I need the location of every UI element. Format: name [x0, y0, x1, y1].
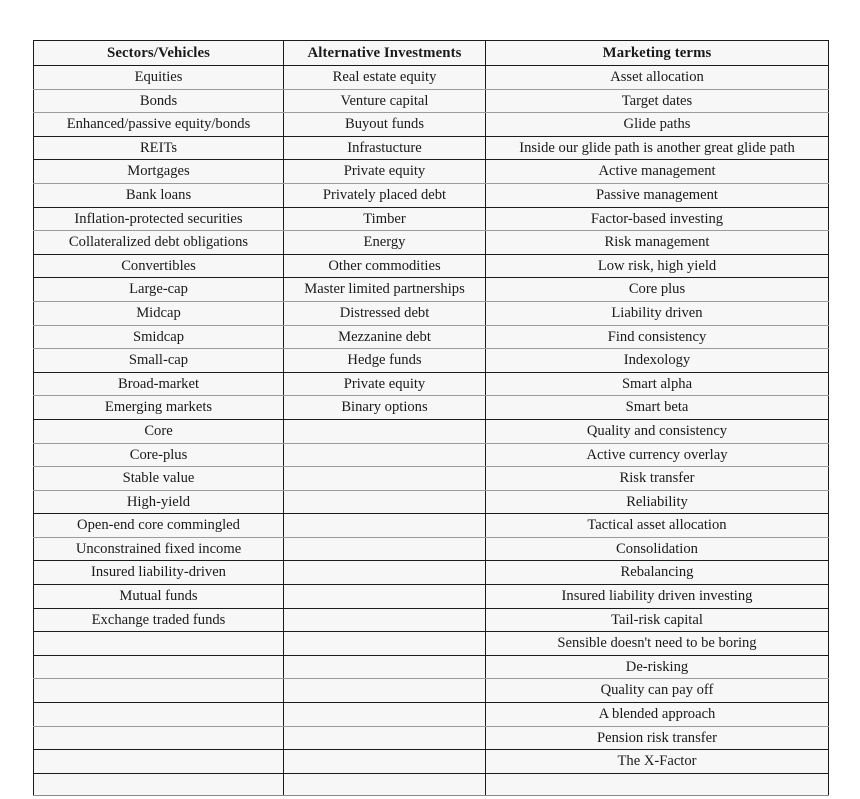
table-cell: Consolidation	[486, 537, 829, 561]
table-cell: Privately placed debt	[284, 183, 486, 207]
table-cell: Other commodities	[284, 254, 486, 278]
header-row	[34, 41, 829, 66]
table-cell: De-risking	[486, 655, 829, 679]
table-cell: Private equity	[284, 160, 486, 184]
table-cell: Factor-based investing	[486, 207, 829, 231]
table-cell-empty	[284, 750, 486, 774]
table-row	[34, 773, 829, 796]
table-cell: Midcap	[34, 301, 284, 325]
table-cell: Exchange traded funds	[34, 608, 284, 632]
table-cell: Reliability	[486, 490, 829, 514]
terms-table	[33, 40, 829, 796]
table-cell-empty	[284, 773, 486, 796]
table-cell: Equities	[34, 66, 284, 90]
table-row	[34, 750, 829, 774]
table-cell: Risk transfer	[486, 467, 829, 491]
table-cell: Mutual funds	[34, 585, 284, 609]
table-cell: Quality can pay off	[486, 679, 829, 703]
table-cell-empty	[34, 773, 284, 796]
table-cell: Collateralized debt obligations	[34, 231, 284, 255]
column-header-sectors-vehicles: Sectors/Vehicles	[34, 41, 284, 66]
table-cell: Energy	[284, 231, 486, 255]
table-row	[34, 89, 829, 113]
table-cell-empty	[284, 514, 486, 538]
table-cell-empty	[284, 726, 486, 750]
table-cell: Smart alpha	[486, 372, 829, 396]
table-cell: Infrastucture	[284, 136, 486, 160]
table-row	[34, 467, 829, 491]
table-cell-empty	[34, 679, 284, 703]
table-row	[34, 254, 829, 278]
table-cell: Insured liability-driven	[34, 561, 284, 585]
table-cell: Hedge funds	[284, 349, 486, 373]
table-row	[34, 585, 829, 609]
table-container	[33, 40, 828, 796]
table-cell: Core	[34, 419, 284, 443]
table-cell-empty	[34, 750, 284, 774]
table-row	[34, 537, 829, 561]
table-cell-empty	[34, 726, 284, 750]
table-row	[34, 372, 829, 396]
table-cell-empty	[284, 443, 486, 467]
table-cell: Large-cap	[34, 278, 284, 302]
table-cell: Asset allocation	[486, 66, 829, 90]
table-cell: Active management	[486, 160, 829, 184]
table-cell: Core-plus	[34, 443, 284, 467]
table-cell: Distressed debt	[284, 301, 486, 325]
table-cell: Open-end core commingled	[34, 514, 284, 538]
table-row	[34, 278, 829, 302]
table-cell: High-yield	[34, 490, 284, 514]
table-cell-empty	[284, 632, 486, 656]
table-cell: Low risk, high yield	[486, 254, 829, 278]
table-cell: Bonds	[34, 89, 284, 113]
table-cell: Tactical asset allocation	[486, 514, 829, 538]
table-row	[34, 160, 829, 184]
table-cell: Insured liability driven investing	[486, 585, 829, 609]
table-cell: Timber	[284, 207, 486, 231]
table-cell: Buyout funds	[284, 113, 486, 137]
table-row	[34, 349, 829, 373]
column-header-marketing-terms: Marketing terms	[486, 41, 829, 66]
table-cell: Smart beta	[486, 396, 829, 420]
table-cell: Unconstrained fixed income	[34, 537, 284, 561]
table-row	[34, 726, 829, 750]
table-cell: Inside our glide path is another great glide path	[486, 136, 829, 160]
table-row	[34, 703, 829, 727]
table-cell-empty	[284, 467, 486, 491]
table-cell: Liability driven	[486, 301, 829, 325]
table-cell: Stable value	[34, 467, 284, 491]
table-row	[34, 419, 829, 443]
table-cell: Private equity	[284, 372, 486, 396]
table-row	[34, 514, 829, 538]
table-cell-empty	[284, 419, 486, 443]
table-cell: Small-cap	[34, 349, 284, 373]
table-cell: Broad-market	[34, 372, 284, 396]
table-cell: Inflation-protected securities	[34, 207, 284, 231]
table-row	[34, 66, 829, 90]
table-cell: Mezzanine debt	[284, 325, 486, 349]
table-cell: A blended approach	[486, 703, 829, 727]
table-row	[34, 396, 829, 420]
table-cell: Find consistency	[486, 325, 829, 349]
table-cell-empty	[284, 561, 486, 585]
table-cell: Real estate equity	[284, 66, 486, 90]
table-row	[34, 301, 829, 325]
table-row	[34, 655, 829, 679]
table-cell-empty	[284, 608, 486, 632]
table-row	[34, 632, 829, 656]
table-cell-empty	[486, 773, 829, 796]
table-row	[34, 608, 829, 632]
table-row	[34, 231, 829, 255]
table-header	[34, 41, 829, 66]
table-cell: Sensible doesn't need to be boring	[486, 632, 829, 656]
table-cell: REITs	[34, 136, 284, 160]
table-cell: Pension risk transfer	[486, 726, 829, 750]
table-row	[34, 113, 829, 137]
table-cell: Venture capital	[284, 89, 486, 113]
table-cell: Glide paths	[486, 113, 829, 137]
table-cell: Active currency overlay	[486, 443, 829, 467]
table-cell: Mortgages	[34, 160, 284, 184]
table-cell-empty	[284, 490, 486, 514]
table-cell: Enhanced/passive equity/bonds	[34, 113, 284, 137]
table-row	[34, 561, 829, 585]
table-cell: The X-Factor	[486, 750, 829, 774]
table-row	[34, 183, 829, 207]
table-cell: Quality and consistency	[486, 419, 829, 443]
table-cell: Binary options	[284, 396, 486, 420]
table-cell: Convertibles	[34, 254, 284, 278]
table-row	[34, 207, 829, 231]
table-cell-empty	[284, 537, 486, 561]
table-row	[34, 679, 829, 703]
table-cell-empty	[34, 655, 284, 679]
table-cell: Core plus	[486, 278, 829, 302]
table-row	[34, 136, 829, 160]
table-cell: Emerging markets	[34, 396, 284, 420]
table-cell-empty	[284, 585, 486, 609]
table-cell-empty	[284, 679, 486, 703]
table-cell-empty	[284, 703, 486, 727]
table-body	[34, 66, 829, 796]
table-row	[34, 443, 829, 467]
table-cell: Risk management	[486, 231, 829, 255]
table-cell: Target dates	[486, 89, 829, 113]
table-cell: Passive management	[486, 183, 829, 207]
table-cell: Rebalancing	[486, 561, 829, 585]
table-cell: Indexology	[486, 349, 829, 373]
table-cell: Smidcap	[34, 325, 284, 349]
table-row	[34, 325, 829, 349]
table-row	[34, 490, 829, 514]
table-cell-empty	[34, 632, 284, 656]
table-cell: Tail-risk capital	[486, 608, 829, 632]
table-cell: Bank loans	[34, 183, 284, 207]
table-cell: Master limited partnerships	[284, 278, 486, 302]
table-cell-empty	[284, 655, 486, 679]
table-cell-empty	[34, 703, 284, 727]
column-header-alternative-investments: Alternative Investments	[284, 41, 486, 66]
